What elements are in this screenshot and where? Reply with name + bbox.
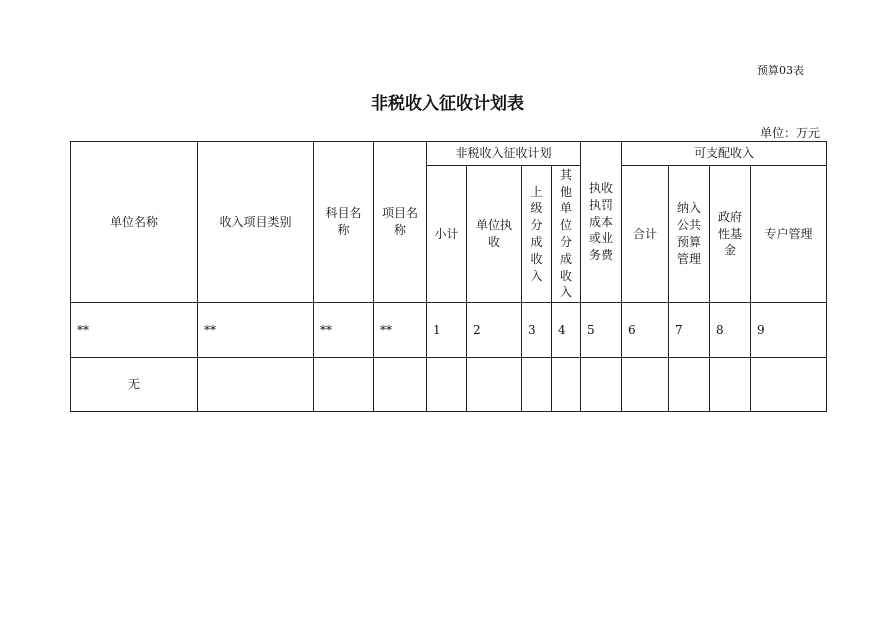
table-cell (467, 358, 522, 412)
table-cell: 8 (710, 303, 751, 358)
table-cell: 7 (669, 303, 710, 358)
table-cell (710, 358, 751, 412)
header-subtotal: 小计 (427, 166, 467, 303)
empty-row-unit-name: 无 (71, 358, 198, 412)
header-subject-name: 科目名称 (314, 142, 374, 303)
header-disposable-income: 可支配收入 (622, 142, 827, 166)
header-item-name: 项目名称 (374, 142, 427, 303)
table-cell (198, 358, 314, 412)
form-number: 预算03表 (757, 64, 804, 77)
header-unit-enforce: 单位执收 (467, 166, 522, 303)
header-total: 合计 (622, 166, 669, 303)
table-cell (581, 358, 622, 412)
header-collection-plan: 非税收入征收计划 (427, 142, 581, 166)
table-cell (374, 358, 427, 412)
table-cell: 5 (581, 303, 622, 358)
header-special-account: 专户管理 (751, 166, 827, 303)
table-cell (751, 358, 827, 412)
table-cell (669, 358, 710, 412)
table-cell: 6 (622, 303, 669, 358)
table-row (71, 303, 827, 358)
table-cell: ** (374, 303, 427, 358)
table-cell (552, 358, 581, 412)
header-gov-fund: 政府性基金 (710, 166, 751, 303)
header-enforce-cost: 执收执罚成本或业务费 (581, 142, 622, 303)
table-row (71, 358, 827, 412)
table-cell: 3 (522, 303, 552, 358)
table-cell: 2 (467, 303, 522, 358)
table-cell (427, 358, 467, 412)
unit-label: 单位：万元 (760, 126, 821, 140)
table-cell: 4 (552, 303, 581, 358)
table-cell: 1 (427, 303, 467, 358)
header-upper-level-share: 上级分成收入 (522, 166, 552, 303)
table-cell: ** (198, 303, 314, 358)
header-unit-name: 单位名称 (71, 142, 198, 303)
header-public-budget: 纳入公共预算管理 (669, 166, 710, 303)
table-cell (622, 358, 669, 412)
table-cell (314, 358, 374, 412)
table-cell (522, 358, 552, 412)
table-cell: 9 (751, 303, 827, 358)
table-cell: ** (71, 303, 198, 358)
table-cell: ** (314, 303, 374, 358)
page-title: 非税收入征收计划表 (371, 94, 524, 114)
plan-table (70, 141, 827, 412)
header-other-unit-share: 其他单位分成收入 (552, 166, 581, 303)
header-income-category: 收入项目类别 (198, 142, 314, 303)
